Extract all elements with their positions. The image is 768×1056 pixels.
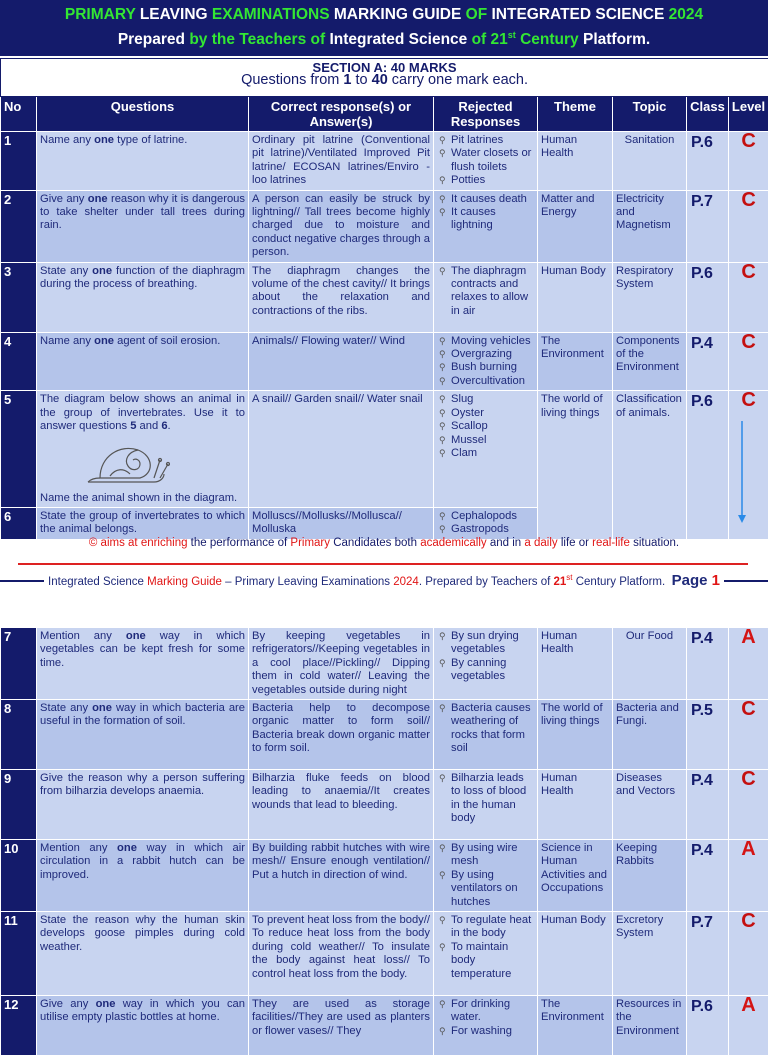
table-row xyxy=(1,912,768,996)
topic-cell: Respiratory System xyxy=(613,262,687,332)
question-text xyxy=(37,700,249,770)
section-header-row xyxy=(1,59,768,97)
rejected-item: ⚲ Gastropods xyxy=(437,523,534,536)
rejected-item: ⚲ By using wire mesh xyxy=(437,842,534,869)
banner-text-segment: Century xyxy=(516,31,583,48)
correct-answer: Bacteria help to decompose organic matter to form soil// Bacteria break down organic matter to form soil. xyxy=(249,700,434,770)
question-text xyxy=(37,132,249,191)
theme-cell: Human Health xyxy=(538,132,613,191)
page-footer-text: Integrated Science Marking Guide – Primary Leaving Examinations 2024. Prepared by Teachers of 21st Century Platform. Page 1 xyxy=(0,572,768,589)
rejected-item: ⚲ By canning vegetables xyxy=(437,657,534,684)
level-cell: C xyxy=(729,332,768,391)
rejected-item: ⚲ Slug xyxy=(437,393,534,406)
topic-cell: Diseases and Vectors xyxy=(613,770,687,840)
correct-answer: The diaphragm changes the volume of the chest cavity// It brings about the relaxation and contractions of the ribs. xyxy=(249,262,434,332)
rejected-responses xyxy=(434,391,538,508)
marking-table-page-2 xyxy=(0,627,768,1056)
topic-cell: Bacteria and Fungi. xyxy=(613,700,687,770)
question-body: The diagram below shows an animal in the group of invertebrates. Use it to answer questions 5 and 6. xyxy=(40,393,245,433)
question-number: 1 xyxy=(1,132,37,191)
banner-text-segment: st xyxy=(508,30,516,40)
banner-text-segment: 2024 xyxy=(669,6,703,23)
topic-cell: Electricity and Magnetism xyxy=(613,190,687,262)
question-body: Mention any one way in which vegetables can be kept fresh for some time. xyxy=(40,630,245,670)
level-cell: C xyxy=(729,770,768,840)
header-questions: Questions xyxy=(37,97,249,132)
banner-text-segment: EXAMINATIONS xyxy=(212,6,334,23)
question-number: 10 xyxy=(1,840,37,912)
class-cell: P.6 xyxy=(687,996,729,1056)
header-topic: Topic xyxy=(613,97,687,132)
snail-diagram xyxy=(80,438,170,488)
question-body: Name any one type of latrine. xyxy=(40,134,245,147)
banner-text-segment: PRIMARY xyxy=(65,6,140,23)
theme-cell: Human Body xyxy=(538,262,613,332)
question-body: State any one function of the diaphragm during the process of breathing. xyxy=(40,265,245,292)
rejected-item: ⚲ To regulate heat in the body xyxy=(437,914,534,941)
table-row xyxy=(1,332,768,391)
level-cell: C xyxy=(729,132,768,191)
level-cell: A xyxy=(729,840,768,912)
table-row xyxy=(1,770,768,840)
section-title: SECTION A: 40 MARKS xyxy=(4,61,765,74)
table-row xyxy=(1,132,768,191)
table-row xyxy=(1,840,768,912)
topic-cell: Sanitation xyxy=(613,132,687,191)
banner-text-segment: by the Teachers of xyxy=(189,31,329,48)
question-text xyxy=(37,391,249,508)
rejected-item: ⚲ Overcultivation xyxy=(437,375,534,388)
marking-table-page-1 xyxy=(0,58,768,540)
theme-cell: The world of living things xyxy=(538,391,613,539)
banner-text-segment: Integrated Science xyxy=(329,31,471,48)
question-text xyxy=(37,996,249,1056)
question-text xyxy=(37,840,249,912)
rejected-responses xyxy=(434,996,538,1056)
question-body: Give any one reason why it is dangerous to take shelter under tall trees during rain. xyxy=(40,193,245,233)
class-cell: P.5 xyxy=(687,700,729,770)
banner-text-segment: MARKING GUIDE xyxy=(334,6,466,23)
class-cell: P.4 xyxy=(687,332,729,391)
topic-cell: Excretory System xyxy=(613,912,687,996)
rejected-item: ⚲ Pit latrines xyxy=(437,134,534,147)
correct-answer: Ordinary pit latrine (Conventional pit latrine)/Ventilated Improved Pit latrine/ ECOSAN latrines/Enviro - loo latrines xyxy=(249,132,434,191)
question-text xyxy=(37,507,249,539)
correct-answer: By keeping vegetables in refrigerators//Keeping vegetables in a cool place//Pickling// Dipping them in cold water// Leaving the vegetables outside during night xyxy=(249,628,434,700)
theme-cell: The Environment xyxy=(538,332,613,391)
header-class: Class xyxy=(687,97,729,132)
rejected-item: ⚲ It causes death xyxy=(437,193,534,206)
rejected-item: ⚲ Bush burning xyxy=(437,361,534,374)
question-number: 2 xyxy=(1,190,37,262)
class-cell: P.4 xyxy=(687,628,729,700)
section-subtitle: Questions from 1 to 40 carry one mark each. xyxy=(4,74,765,87)
question-body: Give the reason why a person suffering from bilharzia develops anaemia. xyxy=(40,772,245,799)
rejected-responses xyxy=(434,262,538,332)
level-cell: C xyxy=(729,912,768,996)
class-cell: P.4 xyxy=(687,840,729,912)
question-number: 7 xyxy=(1,628,37,700)
rejected-item: ⚲ It causes lightning xyxy=(437,206,534,233)
question-number: 5 xyxy=(1,391,37,508)
level-cell: A xyxy=(729,628,768,700)
rejected-item: ⚲ By sun drying vegetables xyxy=(437,630,534,657)
rejected-responses xyxy=(434,770,538,840)
class-cell: P.7 xyxy=(687,912,729,996)
footer-motto: © aims at enriching the performance of Primary Candidates both academically and in a daily life or real-life situation. xyxy=(0,537,768,549)
banner-text-segment: Prepared xyxy=(118,31,190,48)
question-text xyxy=(37,332,249,391)
header-no: No xyxy=(1,97,37,132)
question-text xyxy=(37,912,249,996)
rejected-responses xyxy=(434,190,538,262)
rejected-item: ⚲ Oyster xyxy=(437,407,534,420)
level-cell: C xyxy=(729,190,768,262)
question-number: 9 xyxy=(1,770,37,840)
question-number: 6 xyxy=(1,507,37,539)
rejected-item: ⚲ To maintain body temperature xyxy=(437,941,534,981)
question-body: State the reason why the human skin develops goose pimples during cold weather. xyxy=(40,914,245,954)
page-footer xyxy=(0,572,768,590)
theme-cell: The Environment xyxy=(538,996,613,1056)
correct-answer: A snail// Garden snail// Water snail xyxy=(249,391,434,508)
table-row xyxy=(1,996,768,1056)
correct-answer: To prevent heat loss from the body// To reduce heat loss from the body during cold weather// To insulate the body against heat loss// To control heat loss from the body. xyxy=(249,912,434,996)
question-body: Give any one way in which you can utilise empty plastic bottles at home. xyxy=(40,998,245,1025)
level-cell: C xyxy=(729,262,768,332)
header-answers: Correct response(s) or Answer(s) xyxy=(249,97,434,132)
rejected-responses xyxy=(434,332,538,391)
page-number: 1 xyxy=(712,572,720,589)
banner-line-2 xyxy=(0,30,768,49)
class-cell: P.7 xyxy=(687,190,729,262)
theme-cell: Human Body xyxy=(538,912,613,996)
rejected-item: ⚲ Bilharzia leads to loss of blood in the human body xyxy=(437,772,534,826)
rejected-item: ⚲ Bacteria causes weathering of rocks that form soil xyxy=(437,702,534,756)
banner-text-segment: of 21 xyxy=(472,31,508,48)
header-theme: Theme xyxy=(538,97,613,132)
class-cell: P.4 xyxy=(687,770,729,840)
footer-divider xyxy=(18,563,748,565)
theme-cell: The world of living things xyxy=(538,700,613,770)
topic-cell: Keeping Rabbits xyxy=(613,840,687,912)
question-number: 3 xyxy=(1,262,37,332)
rejected-responses xyxy=(434,840,538,912)
banner-line-1 xyxy=(0,6,768,24)
level-cell: A xyxy=(729,996,768,1056)
title-banner xyxy=(0,0,768,56)
topic-cell: Resources in the Environment xyxy=(613,996,687,1056)
question-body: State the group of invertebrates to which the animal belongs. xyxy=(40,510,245,537)
class-cell: P.6 xyxy=(687,391,729,539)
rejected-item: ⚲ Overgrazing xyxy=(437,348,534,361)
question-body: Name any one agent of soil erosion. xyxy=(40,335,245,348)
rejected-responses xyxy=(434,628,538,700)
level-cell: C xyxy=(729,391,768,539)
question-text xyxy=(37,770,249,840)
banner-text-segment: Platform. xyxy=(583,31,650,48)
rejected-item: ⚲ By using ventilators on hutches xyxy=(437,869,534,909)
rejected-item: ⚲ For drinking water. xyxy=(437,998,534,1025)
correct-answer: By building rabbit hutches with wire mesh// Ensure enough ventilation// Put a hutch in direction of wind. xyxy=(249,840,434,912)
question-body: Mention any one way in which air circulation in a rabbit hutch can be improved. xyxy=(40,842,245,882)
rejected-responses xyxy=(434,507,538,539)
question-number: 11 xyxy=(1,912,37,996)
rejected-item: ⚲ Water closets or flush toilets xyxy=(437,147,534,174)
table-row xyxy=(1,391,768,508)
table-row xyxy=(1,262,768,332)
question-text xyxy=(37,190,249,262)
page-label: Page xyxy=(672,572,712,589)
rejected-responses xyxy=(434,700,538,770)
banner-text-segment: OF xyxy=(466,6,492,23)
class-cell: P.6 xyxy=(687,132,729,191)
question-text xyxy=(37,628,249,700)
topic-cell: Components of the Environment xyxy=(613,332,687,391)
correct-answer: A person can easily be struck by lightning// Tall trees become highly charged due to moisture and conduct negative charges through a person. xyxy=(249,190,434,262)
topic-cell: Our Food xyxy=(613,628,687,700)
rejected-responses xyxy=(434,912,538,996)
rejected-item: ⚲ Clam xyxy=(437,447,534,460)
theme-cell: Human Health xyxy=(538,628,613,700)
table-row xyxy=(1,628,768,700)
correct-answer: Bilharzia fluke feeds on blood leading to anaemia//It creates wounds that lead to bleeding. xyxy=(249,770,434,840)
rejected-item: ⚲ For washing xyxy=(437,1025,534,1038)
banner-text-segment: INTEGRATED SCIENCE xyxy=(491,6,668,23)
correct-answer: Animals// Flowing water// Wind xyxy=(249,332,434,391)
question-subtext: Name the animal shown in the diagram. xyxy=(40,492,245,505)
theme-cell: Human Health xyxy=(538,770,613,840)
theme-cell: Science in Human Activities and Occupations xyxy=(538,840,613,912)
banner-text-segment: LEAVING xyxy=(140,6,212,23)
question-text xyxy=(37,262,249,332)
question-number: 8 xyxy=(1,700,37,770)
rejected-item: ⚲ The diaphragm contracts and relaxes to allow in air xyxy=(437,265,534,319)
rejected-item: ⚲ Scallop xyxy=(437,420,534,433)
table-row xyxy=(1,700,768,770)
question-number: 4 xyxy=(1,332,37,391)
rejected-item: ⚲ Potties xyxy=(437,174,534,187)
header-rejected: Rejected Responses xyxy=(434,97,538,132)
correct-answer: They are used as storage facilities//They are used as planters or flower vases// They xyxy=(249,996,434,1056)
header-level: Level xyxy=(729,97,768,132)
topic-cell: Classification of animals. xyxy=(613,391,687,539)
rejected-item: ⚲ Cephalopods xyxy=(437,510,534,523)
rejected-responses xyxy=(434,132,538,191)
correct-answer: Molluscs//Mollusks//Mollusca// Molluska xyxy=(249,507,434,539)
question-body: State any one way in which bacteria are useful in the formation of soil. xyxy=(40,702,245,729)
table-row xyxy=(1,190,768,262)
rejected-item: ⚲ Mussel xyxy=(437,434,534,447)
class-cell: P.6 xyxy=(687,262,729,332)
column-header-row xyxy=(1,97,768,132)
question-number: 12 xyxy=(1,996,37,1056)
level-cell: C xyxy=(729,700,768,770)
rejected-item: ⚲ Moving vehicles xyxy=(437,335,534,348)
arrow-down-icon xyxy=(737,421,747,525)
theme-cell: Matter and Energy xyxy=(538,190,613,262)
